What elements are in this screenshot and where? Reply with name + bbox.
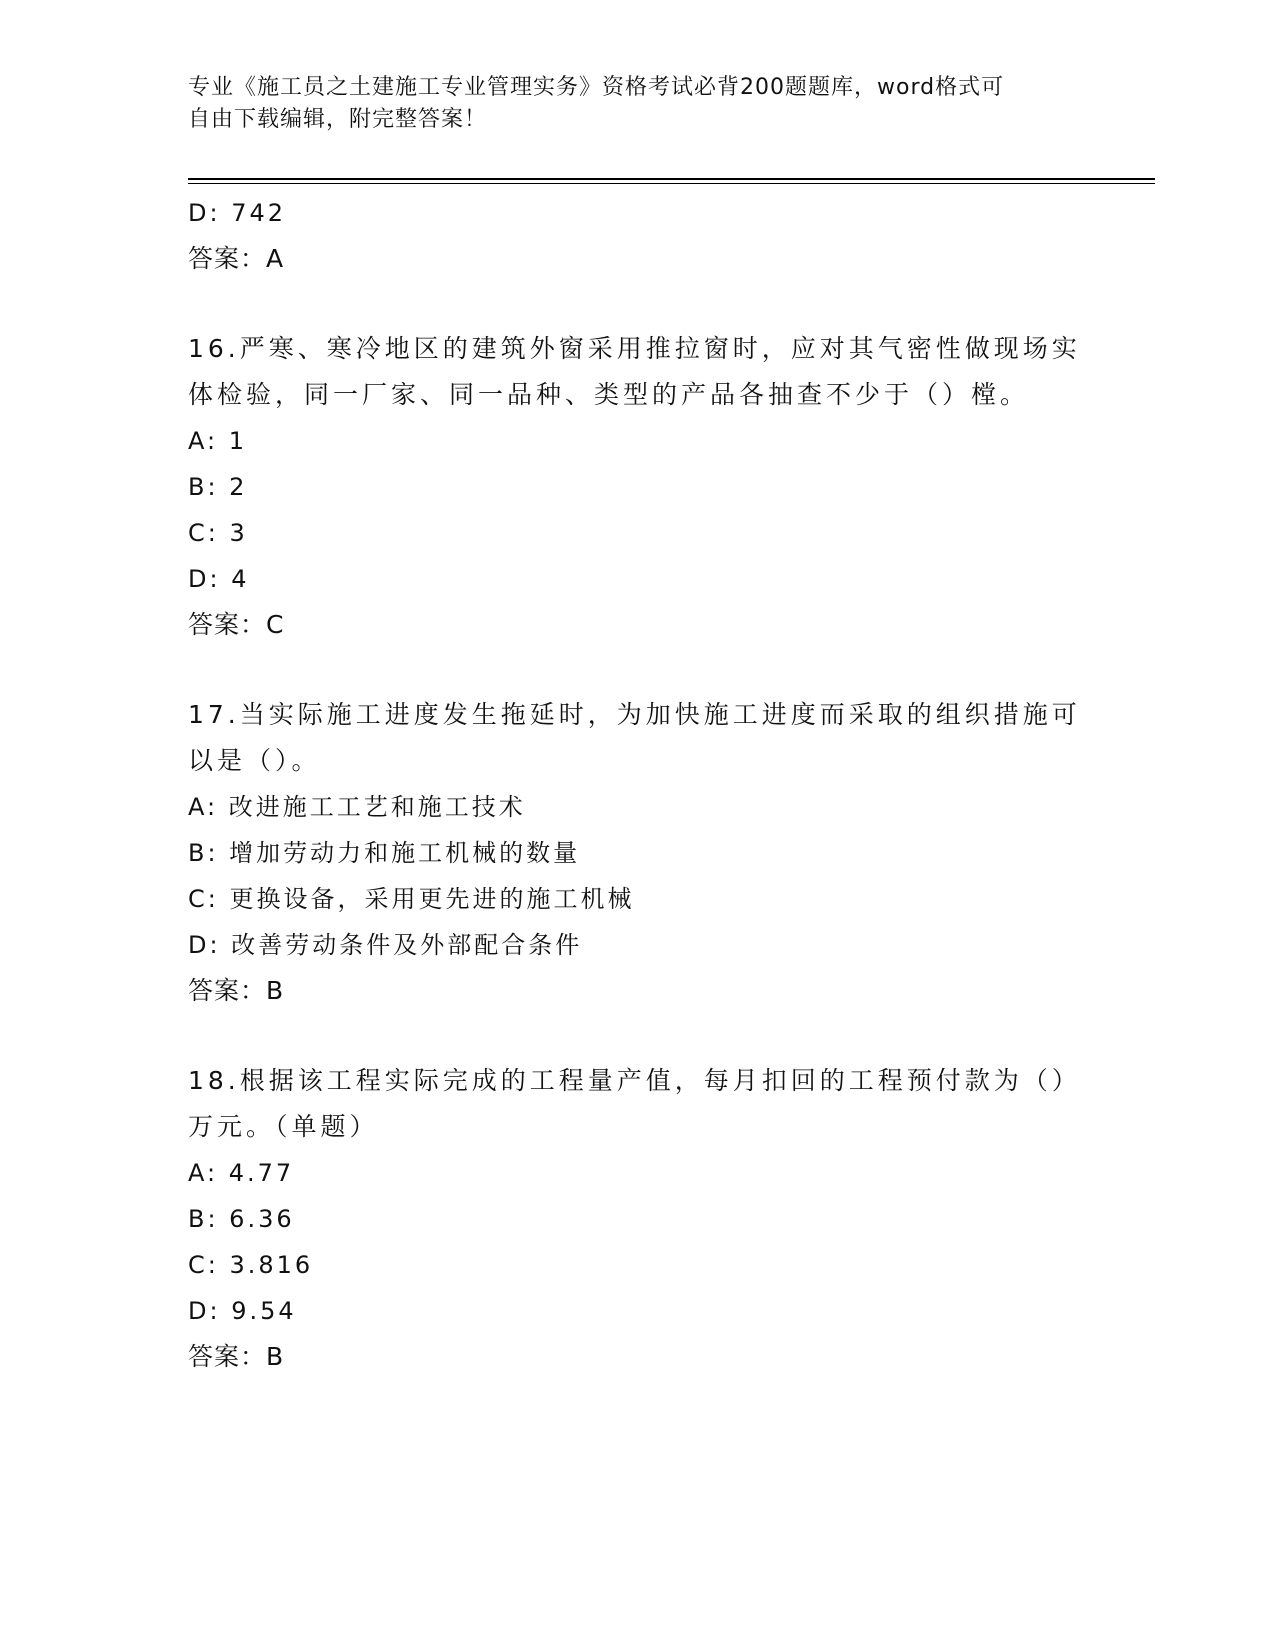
header-line-2: 自由下载编辑，附完整答案！ <box>188 107 488 132</box>
option-a: A: 1 <box>188 427 247 455</box>
spacer <box>188 648 1088 692</box>
question-text-line-1: 16.严寒、寒冷地区的建筑外窗采用推拉窗时，应对其气密性做现场实 <box>188 334 1081 363</box>
document-body <box>188 190 1088 1380</box>
option-b: B: 6.36 <box>188 1205 295 1233</box>
option-b: B: 增加劳动力和施工机械的数量 <box>188 839 581 867</box>
header-line-1: 专业《施工员之土建施工专业管理实务》资格考试必背200题题库，word格式可 <box>188 75 1005 100</box>
option-b: B: 2 <box>188 473 248 501</box>
option-d: D: 4 <box>188 565 250 593</box>
question-16 <box>188 326 1088 648</box>
question-17 <box>188 692 1088 1014</box>
question-text-line-1: 17.当实际施工进度发生拖延时，为加快施工进度而采取的组织措施可 <box>188 700 1081 729</box>
answer: 答案：C <box>188 610 285 639</box>
option-c: C: 更换设备，采用更先进的施工机械 <box>188 885 635 913</box>
header-rule-thick <box>188 178 1155 180</box>
question-18 <box>188 1058 1088 1380</box>
option-a: A: 改进施工工艺和施工技术 <box>188 793 526 821</box>
question-text-line-2: 万元。（单题） <box>188 1112 379 1141</box>
question-text-line-2: 以是（）。 <box>188 746 321 775</box>
option-c: C: 3 <box>188 519 248 547</box>
question-text-line-1: 18.根据该工程实际完成的工程量产值，每月扣回的工程预付款为（） <box>188 1066 1081 1095</box>
spacer <box>188 282 1088 326</box>
answer: 答案：B <box>188 1342 285 1371</box>
option-d: D: 9.54 <box>188 1297 297 1325</box>
prev-answer: 答案：A <box>188 244 285 273</box>
option-a: A: 4.77 <box>188 1159 295 1187</box>
answer: 答案：B <box>188 976 285 1005</box>
question-text-line-2: 体检验，同一厂家、同一品种、类型的产品各抽查不少于（）樘。 <box>188 380 1030 409</box>
option-c: C: 3.816 <box>188 1251 314 1279</box>
option-d: D: 改善劳动条件及外部配合条件 <box>188 931 583 959</box>
spacer <box>188 1014 1088 1058</box>
prev-option-d: D: 742 <box>188 199 287 227</box>
header-rule-thin <box>188 183 1155 184</box>
document-header <box>188 72 1068 136</box>
